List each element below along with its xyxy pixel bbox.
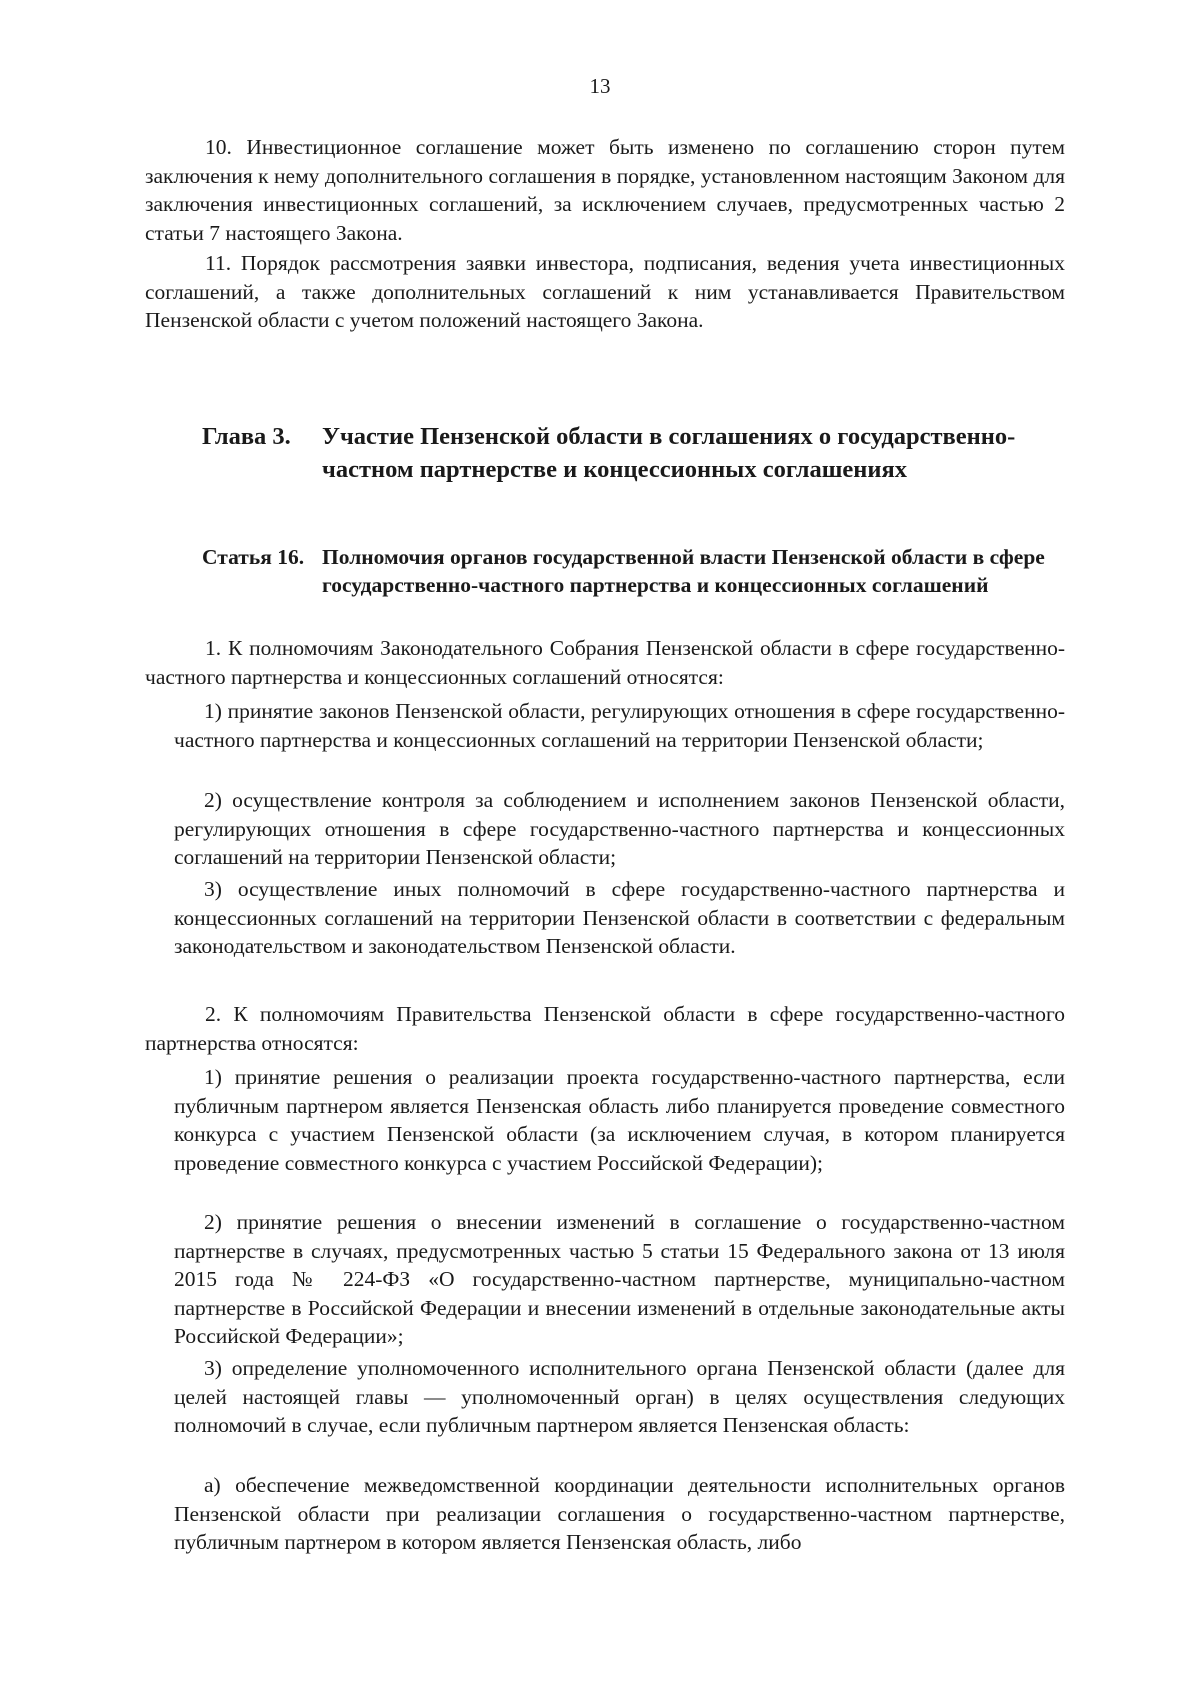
part-2: 2. К полномочиям Правительства Пензенской области в сфере государственно-частного партнерства относятся:: [145, 1002, 1065, 1055]
part-1-item-3: 3) осуществление иных полномочий в сфере государственно-частного партнерства и концессионных соглашений на территории Пензенской области в соответствии с федеральным законодательством и законодательством Пензенской области.: [174, 877, 1065, 958]
part-1-item-2: 2) осуществление контроля за соблюдением и исполнением законов Пензенской области, регулирующих отношения в сфере государственно-частного партнерства и концессионных соглашений на территории Пензенской области;: [174, 788, 1065, 869]
part-2-item-3-sub-a: а) обеспечение межведомственной координации деятельности исполнительных органов Пензенской области при реализации соглашения о государственно-частном партнерстве, публичным партнером в котором является Пензенская область, либо: [174, 1473, 1065, 1554]
chapter-title: Участие Пензенской области в соглашениях о государственно-частном партнерстве и концессионных соглашениях: [322, 423, 1016, 483]
part-2-item-2: 2) принятие решения о внесении изменений в соглашение о государственно-частном партнерстве в случаях, предусмотренных частью 5 статьи 15 Федерального закона от 13 июля 2015 года № 224-ФЗ «О государственно-частном партнерстве, муниципально-частном партнерстве в Российской Федерации и внесении изменений в отдельные законодательные акты Российской Федерации»;: [174, 1210, 1065, 1348]
article-title: Полномочия органов государственной власти Пензенской области в сфере государственно-частного партнерства и концессионных соглашений: [322, 545, 1045, 597]
chapter-number: Глава 3.: [202, 423, 291, 450]
paragraph-11: 11. Порядок рассмотрения заявки инвестора, подписания, ведения учета инвестиционных соглашений, а также дополнительных соглашений к ним устанавливается Правительством Пензенской области с учетом положений настоящего Закона.: [145, 251, 1065, 332]
part-1: 1. К полномочиям Законодательного Собрания Пензенской области в сфере государственно-частного партнерства и концессионных соглашений относятся:: [145, 636, 1065, 689]
article-number: Статья 16.: [202, 545, 305, 569]
part-1-item-1: 1) принятие законов Пензенской области, регулирующих отношения в сфере государственно-частного партнерства и концессионных соглашений на территории Пензенской области;: [174, 699, 1065, 752]
page-number: 13: [589, 74, 611, 98]
paragraph-10: 10. Инвестиционное соглашение может быть изменено по соглашению сторон путем заключения к нему дополнительного соглашения в порядке, установленном настоящим Законом для заключения инвестиционных соглашений, за исключением случаев, предусмотренных частью 2 статьи 7 настоящего Закона.: [145, 135, 1065, 245]
part-2-item-1: 1) принятие решения о реализации проекта государственно-частного партнерства, если публичным партнером является Пензенская область либо планируется проведение совместного конкурса с участием Пензенской области (за исключением случая, в котором планируется проведение совместного конкурса с участием Российской Федерации);: [174, 1065, 1065, 1175]
part-2-item-3: 3) определение уполномоченного исполнительного органа Пензенской области (далее для целей настоящей главы — уполномоченный орган) в целях осуществления следующих полномочий в случае, если публичным партнером является Пензенская область:: [174, 1356, 1065, 1437]
